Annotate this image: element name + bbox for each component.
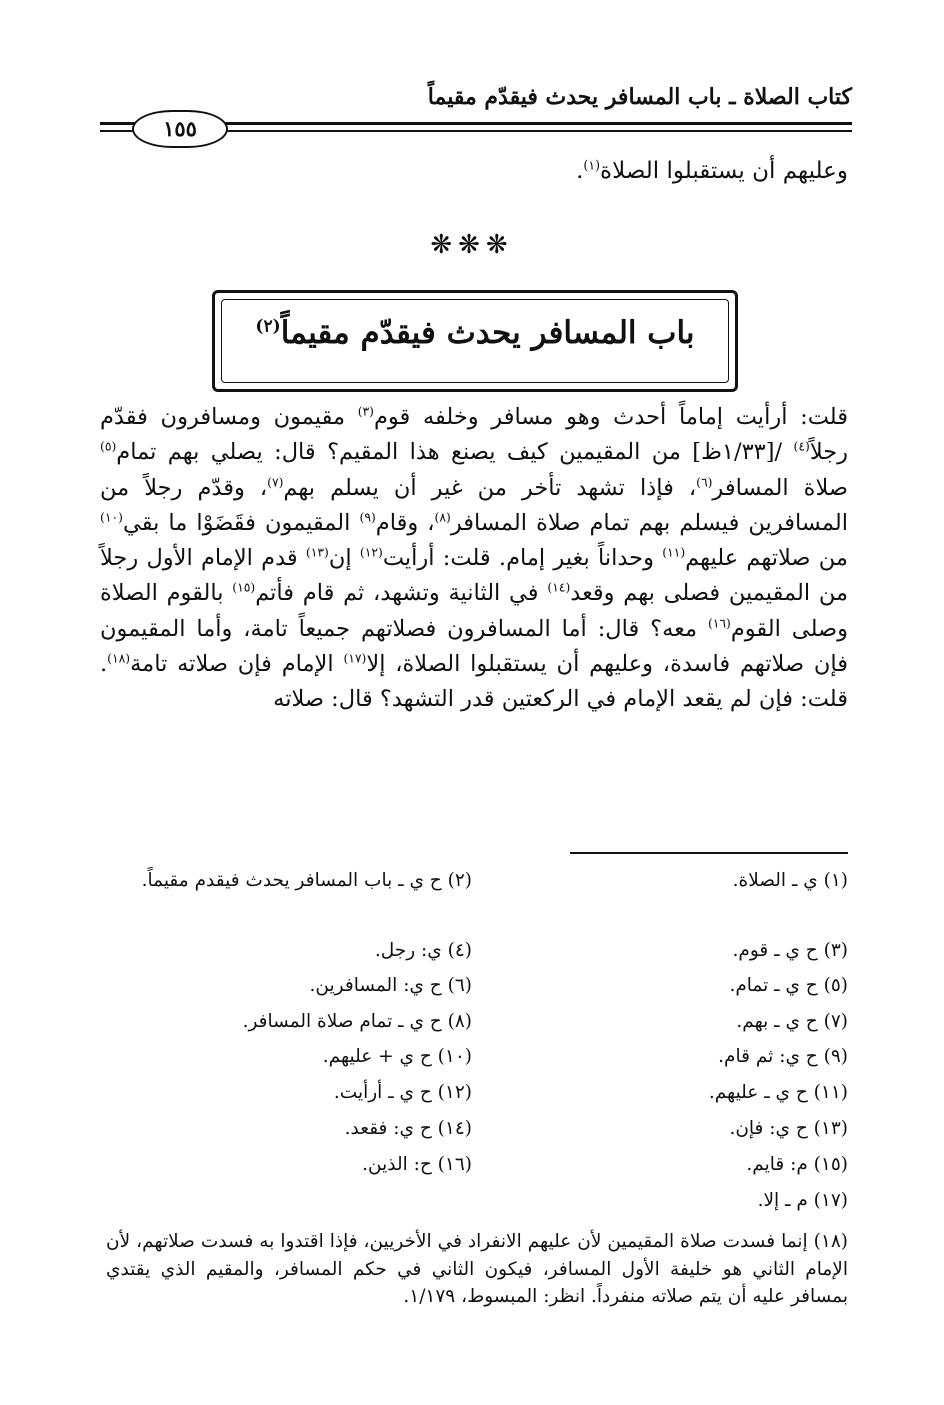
footnote-ref: (١٥) (232, 580, 256, 595)
footnote-11: (١١) ح ي ـ عليهم. (708, 1082, 848, 1103)
footnote-ref: (٥) (100, 439, 117, 454)
footnote-5: (٥) ح ي ـ تمام. (729, 975, 848, 996)
body-text-run: إن (328, 545, 360, 572)
body-text-run: مقيمون ومسافرون فقدّم رجلاً (100, 404, 849, 466)
page-number: ١٥٥ (132, 110, 228, 148)
body-text-run: في الثانية وتشهد، ثم قام فأتم (255, 580, 548, 607)
section-separator-ornament: ❋❋❋ (430, 230, 514, 260)
body-text-run: بالقوم الصلاة وصلى القوم (100, 580, 848, 642)
body-text-run: الإمام فإن صلاته تامة (130, 651, 344, 678)
footnote-ref: (٧) (267, 475, 284, 490)
footnote-separator-rule (570, 852, 848, 854)
footnote-15: (١٥) م: قايم. (746, 1154, 848, 1175)
footnote-2: (٢) ح ي ـ باب المسافر يحدث فيقدم مقيماً. (141, 870, 472, 891)
footnote-ref: (١٠) (100, 510, 123, 525)
body-text-run: المقيمون فقَضَوْا ما بقي (122, 509, 360, 536)
footnote-ref: (١٧) (343, 651, 367, 666)
footnote-ref: (١١) (662, 545, 686, 560)
footnote-ref: (١٤) (547, 580, 571, 595)
footnote-3: (٣) ح ي ـ قوم. (732, 940, 848, 961)
footnote-8: (٨) ح ي ـ تمام صلاة المسافر. (242, 1011, 472, 1032)
chapter-title-frame (212, 290, 738, 392)
body-text-run: /[١/٣٣ظ] من المقيمين كيف يصنع هذا المقيم؟ قال: يصلي بهم تمام (116, 439, 794, 466)
body-text-run: ، وقدّم رجلاً من المسافرين فيسلم بهم تمام صلاة المسافر (100, 474, 848, 536)
footnote-ref: (١) (583, 157, 601, 173)
body-text-run: . قلت: فإن لم يقعد الإمام في الركعتين قدر التشهد؟ قال: صلاته (100, 651, 848, 713)
opening-end: . (576, 158, 584, 184)
opening-text: وعليهم أن يستقبلوا الصلاة (600, 158, 848, 184)
footnote-18: (١٨) إنما فسدت صلاة المقيمين لأن عليهم الانفراد في الأخريين، فإذا اقتدوا به فسدت صلاتهم، لأن الإمام الثاني هو خليفة الأول المسافر، فيكون الثاني في حكم المسافر، والمقيم الذي يقتدي بمسافر عليه أن يتم صلاته منفرداً. انظر: المبسوط، ١/١٧٩. (106, 1231, 848, 1307)
body-text-run: صلاة المسافر (712, 474, 848, 501)
footnote-14: (١٤) ح ي: فقعد. (344, 1118, 472, 1139)
body-paragraph (100, 400, 848, 718)
footnote-4: (٤) ي: رجل. (374, 940, 472, 961)
chapter-title (215, 315, 735, 351)
footnote-10: (١٠) ح ي + عليهم. (322, 1046, 472, 1067)
footnote-12: (١٢) ح ي ـ أرأيت. (333, 1082, 472, 1103)
footnote-ref: (١٨) (107, 651, 131, 666)
footnote-ref: (١٢) (359, 545, 383, 560)
footnote-ref: (١٣) (305, 545, 329, 560)
footnote-ref: (٩) (359, 510, 376, 525)
body-text-run: وحداناً بغير إمام. قلت: أرأيت (382, 545, 663, 572)
chapter-title-text: باب المسافر يحدث فيقدّم مقيماً (280, 315, 695, 351)
footnote-16: (١٦) ح: الذين. (362, 1154, 472, 1175)
footnote-9: (٩) ح ي: ثم قام. (718, 1046, 848, 1067)
footnote-ref: (١٦) (707, 616, 731, 631)
opening-line (148, 158, 848, 184)
footnote-ref: (٦) (696, 475, 713, 490)
footnote-ref: (٤) (793, 439, 810, 454)
body-text-run: معه؟ قال: أما المسافرون فصلاتهم جميعاً تامة، وأما المقيمون فإن صلاتهم فاسدة، وعليهم أن يستقبلوا الصلاة، إلا (100, 615, 848, 678)
running-header-title: كتاب الصلاة ـ باب المسافر يحدث فيقدّم مقيماً (427, 84, 852, 110)
footnote-ref: (٢) (255, 316, 281, 337)
body-text-run: من صلاتهم عليهم (685, 545, 848, 572)
footnote-7: (٧) ح ي ـ بهم. (736, 1011, 848, 1032)
footnote-6: (٦) ح ي: المسافرين. (309, 975, 472, 996)
footnote-13: (١٣) ح ي: فإن. (729, 1118, 848, 1139)
footnote-ref: (٨) (434, 510, 451, 525)
body-text-run: قدم الإمام الأول رجلاً من المقيمين فصلى بهم وقعد (100, 545, 849, 607)
footnote-1: (١) ي ـ الصلاة. (732, 870, 848, 891)
body-text-run: ، وقام (375, 509, 435, 536)
body-text-run: ، فإذا تشهد تأخر من غير أن يسلم بهم (283, 474, 697, 501)
body-text-run: قلت: أرأيت إماماً أحدث وهو مسافر وخلفه قوم (373, 404, 848, 430)
footnote-ref: (٣) (357, 404, 374, 419)
footnote-17: (١٧) م ـ إلا. (757, 1190, 848, 1211)
